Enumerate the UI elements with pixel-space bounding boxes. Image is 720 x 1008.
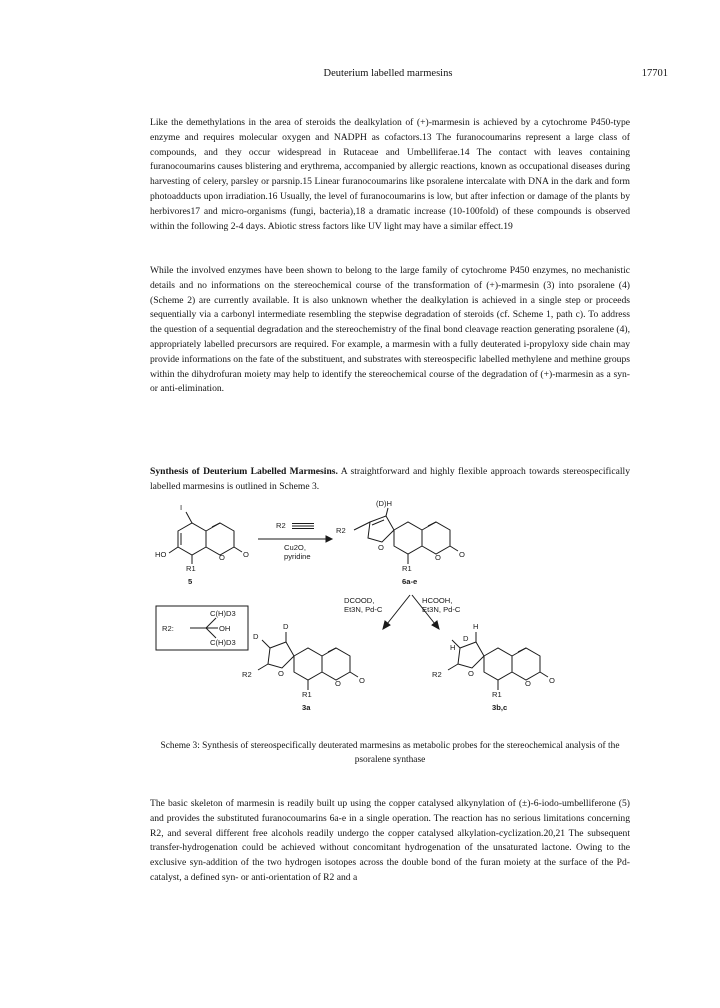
box-hydroxy: OH [219, 624, 231, 633]
furan-ring-6 [368, 516, 394, 542]
atom-carbonyl-oxygen-5: O [243, 550, 249, 559]
paragraph-2-text: While the involved enzymes have been shown to belong to the large family of cytochrome P450 enzymes, no mechanistic details and no informations on the stereochemical course of the transformation of (+)-marmesin (3) into psoralene (4) (Scheme 2) are currently available. It is also unknown whether the dealkylation is achieved in a single step or proceeds sequentially via a carbonyl intermediate resembling the stepwise degradation of steroids (cf. Scheme 1, path c). To address the question of a sequential degradation and the stereochemistry of the final bond cleavage reaction generating psoralene (4), appropriately labelled precursors are required. For example, a marmesin with a fully deuterated i-propyloxy side chain may provide informations on the fate of the substituent, and substrates with stereospecific labelled methylene and methine groups within the dihydrofuran moiety may help to identify the stereochemical course of the degradation of (+)-marmesin as a syn- or anti-elimination. [150, 265, 630, 395]
label-h-top-3bc: H [473, 622, 479, 631]
substituent-r1-6: R1 [402, 564, 412, 573]
reagent-alkyne-r2: R2 [276, 521, 286, 530]
paragraph-3 [150, 797, 630, 886]
benzene-ring-5 [178, 523, 206, 555]
scheme-caption: Scheme 3: Synthesis of stereospecifically deuterated marmesins as metabolic probes for the stereochemical analysis of the psoralene synthase [160, 741, 620, 765]
atom-hydroxy: HO [155, 550, 167, 559]
dihydrofuran-ring-3bc [458, 642, 484, 668]
section-text: A straightforward and highly flexible approach towards stereospecifically labelled marmesins is outlined in Scheme 3. [150, 466, 630, 492]
section-synthesis [150, 465, 630, 495]
atom-carbonyl-oxygen-3a: O [359, 676, 365, 685]
running-head [108, 68, 668, 84]
reagent-pyridine: pyridine [284, 552, 311, 561]
label-d-side-3a: D [253, 632, 259, 641]
scheme-3 [150, 498, 630, 732]
pyrone-ring-5 [206, 523, 234, 555]
box-top-group: C(H)D3 [210, 609, 236, 618]
benzene-ring-6 [394, 522, 422, 554]
label-dh-6: (D)H [376, 499, 393, 508]
atom-ring-oxygen-6: O [435, 553, 441, 562]
page-number: 17701 [641, 68, 668, 79]
compound-label-6: 6a-e [402, 577, 418, 586]
atom-furan-oxygen-6: O [378, 543, 384, 552]
label-d-top-3a: D [283, 622, 289, 631]
substituent-r1-5: R1 [186, 564, 196, 573]
compound-label-3a: 3a [302, 703, 311, 712]
compound-label-5: 5 [188, 577, 193, 586]
running-title: Deuterium labelled marmesins [323, 68, 453, 79]
reagent-dcood: DCOOD, [344, 596, 375, 605]
paragraph-3-text: The basic skeleton of marmesin is readily built up using the copper catalysed alkynylation of (±)-6-iodo-umbelliferone (5) and provides the substituted furanocoumarins 6a-e in a single operation. The reaction has no serious limitations concerning R2, and several different free alcohols readily undergo the copper catalysed alkylation-cyclization.20,21 The subsequent transfer-hydrogenation could be achieved without concomitant hydrogenation of the unsaturated lactone. Owing to the exclusive syn-addition of the two hydrogen isotopes across the double bond of the furan moiety at the surface of the Pd-catalyst, a defined syn- or anti-orientation of R2 and a [150, 798, 630, 883]
dihydrofuran-ring-3a [268, 642, 294, 668]
substituent-r2-3bc: R2 [432, 670, 442, 679]
label-d-3bc: D [463, 634, 469, 643]
pyrone-ring-6 [422, 522, 450, 554]
paragraph-1-text: Like the demethylations in the area of steroids the dealkylation of (+)-marmesin is achieved by a cytochrome P450-type enzyme and requires molecular oxygen and NADPH as cofactors.13 The furanocoumarins represent a large class of compounds, and they occur widespread in Rutaceae and Umbelliferae.14 The contact with leaves containing furanocoumarins causes blistering and erythrema, accompanied by allergic reactions, known as occupational diseases during harvesting of celery, parsley or parsnip.15 Linear furanocoumarins like psoralene intercalate with DNA in the dark and form photoadducts upon irradiation.16 Usually, the level of furanocoumarins is low, but after infection or damage of the plants by herbivores17 and micro-organisms (fungi, bacteria),18 a dramatic increase (10-100fold) of these compounds is observed within the following 2-4 days. Abiotic stress factors like UV light may have a similar effect.19 [150, 117, 630, 232]
atom-iodine: I [180, 503, 183, 512]
reagent-cu2o: Cu2O, [284, 543, 306, 552]
reagent-et3n-right: Et3N, Pd-C [422, 605, 461, 614]
benzene-ring-3a [294, 648, 322, 680]
atom-carbonyl-oxygen-3bc: O [549, 676, 555, 685]
reagent-hcooh: HCOOH, [422, 596, 453, 605]
label-h-side-3bc: H [450, 643, 456, 652]
atom-oxygen-3a: O [278, 669, 284, 678]
pyrone-ring-3bc [512, 648, 540, 680]
atom-ring-oxygen-5: O [219, 553, 225, 562]
section-paragraph [150, 465, 630, 495]
substituent-r1-3a: R1 [302, 690, 312, 699]
paragraph-2 [150, 264, 630, 397]
atom-carbonyl-oxygen-6: O [459, 550, 465, 559]
substituent-r2-3a: R2 [242, 670, 252, 679]
section-heading: Synthesis of Deuterium Labelled Marmesins. [150, 466, 338, 477]
substituent-r1-3bc: R1 [492, 690, 502, 699]
benzene-ring-3bc [484, 648, 512, 680]
paragraph-1 [150, 116, 630, 234]
box-bottom-group: C(H)D3 [210, 638, 236, 647]
atom-oxygen-3bc: O [468, 669, 474, 678]
box-r2-label: R2: [162, 624, 174, 633]
atom-ring-oxygen-3bc: O [525, 679, 531, 688]
atom-ring-oxygen-3a: O [335, 679, 341, 688]
compound-label-3bc: 3b,c [492, 703, 508, 712]
reagent-et3n-left: Et3N, Pd-C [344, 605, 383, 614]
substituent-r2-6: R2 [336, 526, 346, 535]
pyrone-ring-3a [322, 648, 350, 680]
